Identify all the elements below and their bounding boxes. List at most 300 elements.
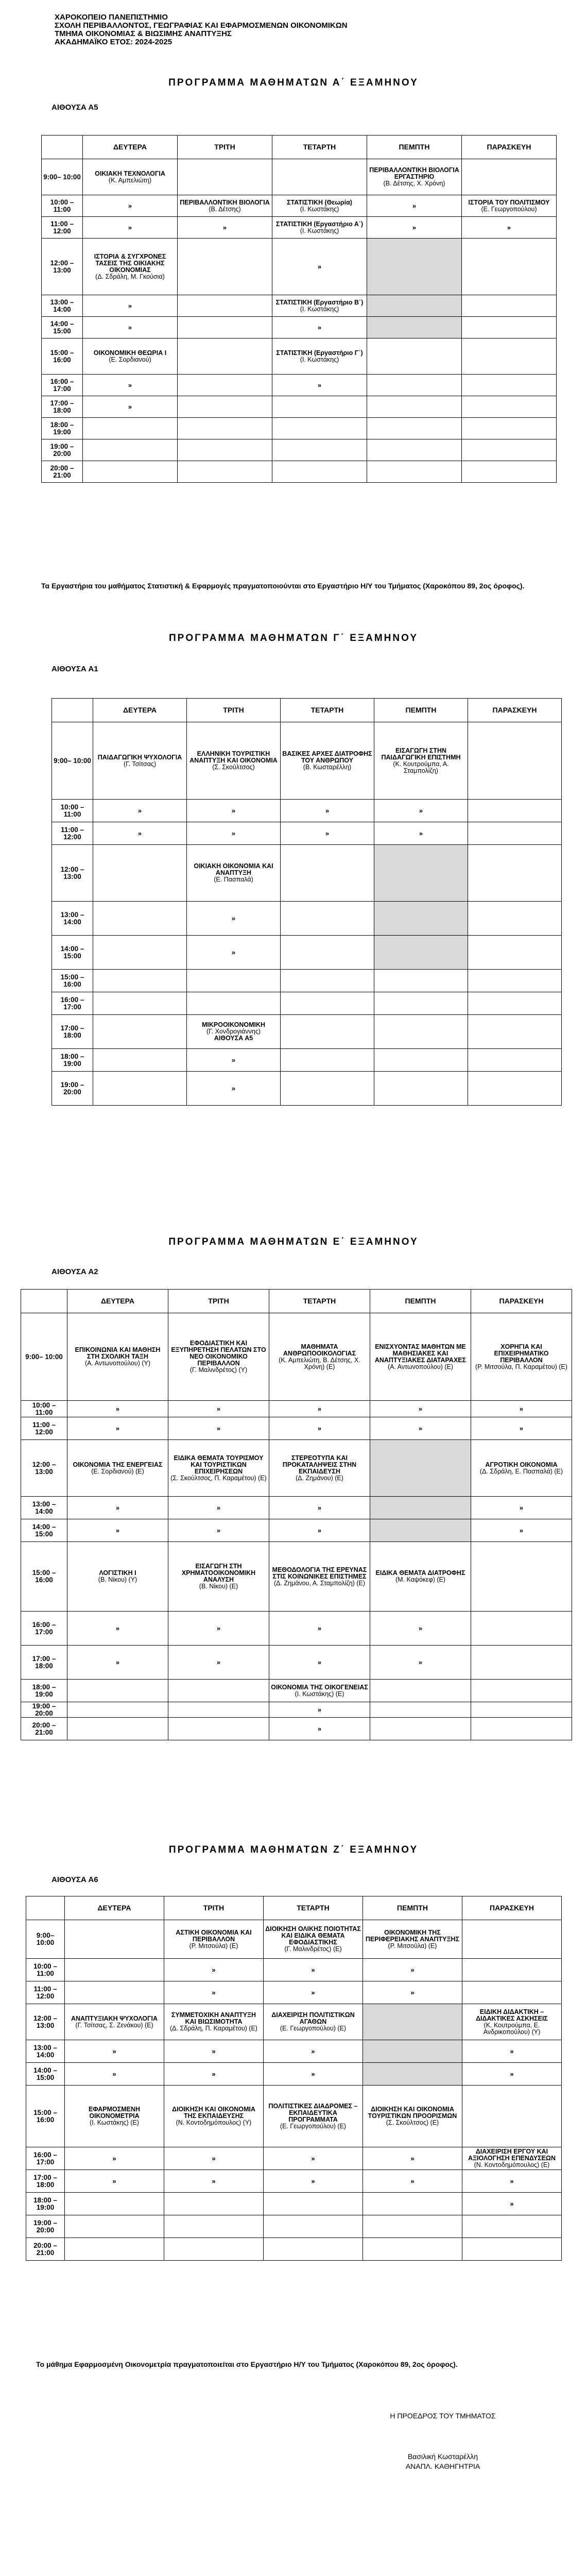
course-cell — [272, 439, 367, 461]
instructor-name: (Ε. Σορδιανού) (Ε) — [91, 1467, 144, 1475]
time-slot: 17:00 – 18:00 — [42, 396, 83, 418]
course-cell — [471, 1646, 572, 1680]
course-cell — [264, 1959, 363, 1981]
course-cell — [468, 992, 562, 1015]
time-slot: 11:00 – 12:00 — [21, 1417, 67, 1440]
course-cell — [168, 1702, 269, 1718]
course-cell — [367, 295, 462, 317]
course-cell — [168, 1497, 269, 1519]
course-name: ΕΙΔΙΚΑ ΘΕΜΑΤΑ ΤΟΥΡΙΣΜΟΥ ΚΑΙ ΤΟΥΡΙΣΤΙΚΩΝ ΕΠΙΧΕΙΡΗΣΕΩΝ — [174, 1454, 264, 1475]
time-slot: 20:00 – 21:00 — [42, 461, 83, 483]
academic-year: ΑΚΑΔΗΜΑΪΚΟ ΕΤΟΣ: 2024-2025 — [55, 38, 172, 46]
course-cell — [367, 375, 462, 396]
instructor-name: (Ε. Γεωργοπούλου) (Ε) — [280, 2025, 347, 2032]
course-cell — [367, 195, 462, 217]
course-cell — [187, 970, 281, 992]
course-name: ΟΙΚΟΝΟΜΙΚΗ ΤΗΣ ΠΕΡΙΦΕΡΕΙΑΚΗΣ ΑΝΑΠΤΥΞΗΣ — [365, 1928, 460, 1943]
course-cell — [164, 2215, 264, 2238]
ditto-mark: » — [212, 1965, 216, 1974]
course-cell — [370, 1440, 471, 1497]
ditto-mark: » — [115, 1424, 120, 1432]
ditto-mark: » — [222, 223, 227, 231]
course-cell — [67, 1313, 168, 1401]
course-cell — [468, 970, 562, 992]
course-cell — [93, 822, 187, 845]
table-row — [52, 936, 562, 970]
time-slot: 20:00 – 21:00 — [21, 1718, 67, 1740]
time-slot: 17:00 – 18:00 — [21, 1646, 67, 1680]
course-name: ΙΣΤΟΡΙΑ & ΣΥΓΧΡΟΝΕΣ ΤΑΣΕΙΣ ΤΗΣ ΟΙΚΙΑΚΗΣ ΟΙΚΟΝΟΜΙΑΣ — [94, 252, 166, 274]
course-cell — [367, 239, 462, 295]
course-cell — [462, 418, 557, 439]
course-cell — [374, 970, 468, 992]
day-header: ΠΕΜΠΤΗ — [363, 1896, 462, 1920]
course-cell — [269, 1497, 370, 1519]
course-cell — [367, 317, 462, 338]
instructor-name: (Μ. Καψόκεφ) (Ε) — [395, 1576, 446, 1583]
course-cell — [281, 1015, 374, 1049]
course-cell — [93, 1049, 187, 1072]
ditto-mark: » — [212, 1988, 216, 1996]
table-row — [21, 1542, 572, 1612]
day-header: ΤΡΙΤΗ — [164, 1896, 264, 1920]
course-cell — [272, 195, 367, 217]
course-cell — [363, 2040, 462, 2063]
course-cell — [281, 902, 374, 936]
course-cell — [374, 822, 468, 845]
course-cell — [83, 295, 178, 317]
course-cell — [471, 1519, 572, 1542]
instructor-name: (Σ. Σκούλτσος) — [212, 764, 255, 771]
course-cell — [471, 1718, 572, 1740]
table-row — [26, 2238, 562, 2261]
ditto-mark: » — [216, 1503, 221, 1512]
course-cell — [462, 239, 557, 295]
ditto-mark: » — [128, 323, 132, 331]
course-name: ΕΙΔΙΚΑ ΘΕΜΑΤΑ ΔΙΑΤΡΟΦΗΣ — [375, 1569, 465, 1577]
course-cell — [83, 439, 178, 461]
table-row — [26, 2004, 562, 2040]
course-name: ΠΕΡΙΒΑΛΛΟΝΤΙΚΗ ΒΙΟΛΟΓΙΑ ΕΡΓΑΣΤΗΡΙΟ — [369, 166, 459, 180]
instructor-name: (Γ. Τσίτσας) — [123, 760, 157, 768]
course-cell — [187, 845, 281, 902]
table-row — [42, 295, 557, 317]
ditto-mark: » — [311, 1965, 315, 1974]
instructor-name: (Ν. Κοντοδημόπουλος) (Ε) — [474, 2161, 550, 2168]
table-row — [52, 1072, 562, 1106]
instructor-name: (Β. Νίκου) (Ε) — [199, 1583, 238, 1590]
course-cell — [67, 1497, 168, 1519]
time-slot: 9:00– 10:00 — [26, 1920, 65, 1959]
ditto-mark: » — [216, 1658, 221, 1666]
table-row — [26, 2147, 562, 2170]
course-cell — [363, 1981, 462, 2004]
instructor-name: (Γ. Μαλινδρέτος) (Υ) — [189, 1366, 248, 1374]
ditto-mark: » — [212, 2154, 216, 2162]
instructor-name: (Ι. Κωστάκης) — [300, 355, 339, 363]
corner-cell — [52, 699, 93, 722]
course-cell — [65, 2040, 164, 2063]
course-cell — [462, 2063, 562, 2086]
ditto-mark: » — [115, 1526, 120, 1534]
table-row — [52, 1015, 562, 1049]
course-cell — [178, 396, 272, 418]
time-slot: 10:00 – 11:00 — [52, 800, 93, 822]
table-row — [52, 992, 562, 1015]
time-slot: 19:00 – 20:00 — [52, 1072, 93, 1106]
semester-z-timetable — [26, 1896, 562, 2261]
table-row — [21, 1646, 572, 1680]
table-row — [26, 2086, 562, 2147]
semester-z-room: ΑΙΘΟΥΣΑ Α6 — [51, 1875, 98, 1884]
course-cell — [462, 439, 557, 461]
course-cell — [363, 1959, 462, 1981]
instructor-name: (Γ. Τσίτσας, Σ. Ζενάκου) (Ε) — [75, 2021, 153, 2029]
course-cell — [370, 1417, 471, 1440]
instructor-name: (Ι. Κωστάκης) — [300, 205, 339, 213]
course-name: ΠΟΛΙΤΙΣΤΙΚΕΣ ΔΙΑΔΡΟΜΕΣ – ΕΚΠΑΙΔΕΥΤΙΚΑ ΠΡΟΓΡΑΜΜΑΤΑ — [268, 2102, 358, 2123]
course-cell — [269, 1519, 370, 1542]
ditto-mark: » — [410, 2177, 415, 2185]
course-cell — [164, 2086, 264, 2147]
semester-c-title: ΠΡΟΓΡΑΜΜΑ ΜΑΘΗΜΑΤΩΝ Γ΄ ΕΞΑΜΗΝΟΥ — [168, 633, 419, 643]
time-slot: 9:00– 10:00 — [21, 1313, 67, 1401]
course-cell — [264, 2170, 363, 2193]
ditto-mark: » — [231, 829, 236, 837]
course-cell — [462, 396, 557, 418]
course-cell — [471, 1313, 572, 1401]
course-cell — [272, 295, 367, 317]
course-cell — [367, 217, 462, 239]
course-cell — [168, 1417, 269, 1440]
course-cell — [264, 2215, 363, 2238]
time-slot: 10:00 – 11:00 — [42, 195, 83, 217]
course-cell — [462, 2004, 562, 2040]
course-cell — [462, 2238, 562, 2261]
ditto-mark: » — [410, 1988, 415, 1996]
course-cell — [281, 970, 374, 992]
time-slot: 17:00 – 18:00 — [52, 1015, 93, 1049]
course-cell — [272, 461, 367, 483]
course-cell — [462, 2193, 562, 2215]
ditto-mark: » — [216, 1404, 221, 1413]
course-cell — [65, 1981, 164, 2004]
course-cell — [93, 902, 187, 936]
ditto-mark: » — [519, 1404, 524, 1413]
course-cell — [471, 1542, 572, 1612]
course-cell — [281, 936, 374, 970]
course-cell — [168, 1313, 269, 1401]
course-name: ΟΙΚΟΝΟΜΙΑ ΤΗΣ ΟΙΚΟΓΕΝΕΙΑΣ — [271, 1683, 368, 1691]
course-cell — [93, 936, 187, 970]
semester-a-room: ΑΙΘΟΥΣΑ Α5 — [51, 103, 98, 112]
time-slot: 9:00– 10:00 — [42, 159, 83, 195]
time-slot: 16:00 – 17:00 — [21, 1612, 67, 1646]
ditto-mark: » — [216, 1526, 221, 1534]
course-cell — [370, 1519, 471, 1542]
instructor-name: (Α. Αντωνοπούλου) (Ε) — [387, 1363, 454, 1370]
table-row — [52, 1049, 562, 1072]
table-row — [42, 461, 557, 483]
table-row — [52, 845, 562, 902]
ditto-mark: » — [418, 1424, 423, 1432]
course-cell — [168, 1718, 269, 1740]
course-cell — [67, 1702, 168, 1718]
day-header: ΠΑΡΑΣΚΕΥΗ — [471, 1290, 572, 1313]
instructor-name: (Ι. Κωστάκης) (Ε) — [295, 1690, 344, 1698]
instructor-name: (Κ. Αμπελιώτη) — [108, 176, 152, 184]
course-cell — [264, 2086, 363, 2147]
ditto-mark: » — [325, 806, 330, 815]
ditto-mark: » — [231, 1056, 236, 1064]
instructor-name: (Δ. Ζημάνου) (Ε) — [296, 1474, 343, 1482]
course-name: ΔΙΟΙΚΗΣΗ ΟΛΙΚΗΣ ΠΟΙΟΤΗΤΑΣ ΚΑΙ ΕΙΔΙΚΑ ΘΕΜΑΤΑ ΕΦΟΔΙΑΣΤΙΚΗΣ — [265, 1925, 361, 1946]
instructor-name: (Β. Δέτσης, Χ. Χρόνη) — [383, 180, 445, 187]
course-cell — [370, 1313, 471, 1401]
ditto-mark: » — [519, 1526, 524, 1534]
semester-z-note: Το μάθημα Εφαρμοσμένη Οικονομετρία πραγματοποιείται στο Εργαστήριο Η/Υ του Τμήματος (Χαροκόπου 89, 2ος όροφος). — [36, 2360, 458, 2368]
course-cell — [164, 1920, 264, 1959]
course-name: ΕΝΙΣΧΥΟΝΤΑΣ ΜΑΘΗΤΩΝ ΜΕ ΜΑΘΗΣΙΑΚΕΣ ΚΑΙ ΑΝΑΠΤΥΞΙΑΚΕΣ ΔΙΑΤΑΡΑΧΕΣ — [374, 1343, 467, 1364]
signature-role: Η ΠΡΟΕΔΡΟΣ ΤΟΥ ΤΜΗΜΑΤΟΣ — [390, 2412, 496, 2420]
course-cell — [264, 2040, 363, 2063]
instructor-name: (Γ. Χονδρογιάννης) — [206, 1028, 261, 1035]
course-name: ΕΦΟΔΙΑΣΤΙΚΗ ΚΑΙ ΕΞΥΠΗΡΕΤΗΣΗ ΠΕΛΑΤΩΝ ΣΤΟ ΝΕΟ ΟΙΚΟΝΟΜΙΚΟ ΠΕΡΙΒΑΛΛΟΝ — [171, 1340, 266, 1367]
course-cell — [462, 217, 557, 239]
ditto-mark: » — [128, 201, 132, 210]
course-cell — [178, 159, 272, 195]
course-cell — [462, 2086, 562, 2147]
ditto-mark: » — [317, 1424, 322, 1432]
semester-e-room: ΑΙΘΟΥΣΑ Α2 — [51, 1267, 98, 1276]
course-cell — [83, 338, 178, 375]
table-row — [26, 2193, 562, 2215]
instructor-name: (Δ. Ζημάνου, Α. Σταμπολίζη) (Ε) — [273, 1579, 366, 1587]
course-name: ΟΙΚΙΑΚΗ ΤΕΧΝΟΛΟΓΙΑ — [95, 170, 165, 177]
instructor-name: (Ι. Κωστάκης) — [300, 305, 339, 313]
time-slot: 13:00 – 14:00 — [21, 1497, 67, 1519]
course-cell — [471, 1440, 572, 1497]
course-name: ΣΤΑΤΙΣΤΙΚΗ (Εργαστήριο Β΄) — [275, 298, 364, 306]
course-cell — [83, 239, 178, 295]
course-cell — [93, 970, 187, 992]
semester-a-title: ΠΡΟΓΡΑΜΜΑ ΜΑΘΗΜΑΤΩΝ Α΄ ΕΞΑΜΗΝΟΥ — [168, 77, 419, 88]
course-name: ΒΑΣΙΚΕΣ ΑΡΧΕΣ ΔΙΑΤΡΟΦΗΣ ΤΟΥ ΑΝΘΡΩΠΟΥ — [282, 750, 372, 764]
ditto-mark: » — [216, 1624, 221, 1632]
course-cell — [164, 2004, 264, 2040]
course-cell — [269, 1718, 370, 1740]
course-cell — [462, 2215, 562, 2238]
course-cell — [272, 396, 367, 418]
ditto-mark: » — [311, 2154, 315, 2162]
course-cell — [264, 2004, 363, 2040]
course-cell — [164, 2063, 264, 2086]
ditto-mark: » — [311, 2070, 315, 2078]
day-header: ΠΕΜΠΤΗ — [370, 1290, 471, 1313]
ditto-mark: » — [317, 1705, 322, 1714]
page-header — [55, 13, 348, 46]
course-cell — [462, 375, 557, 396]
course-cell — [264, 2238, 363, 2261]
ditto-mark: » — [128, 301, 132, 310]
course-cell — [164, 1981, 264, 2004]
time-slot: 18:00 – 19:00 — [42, 418, 83, 439]
course-cell — [468, 902, 562, 936]
signature-block — [371, 2411, 515, 2471]
course-name: ΑΓΡΟΤΙΚΗ ΟΙΚΟΝΟΜΙΑ — [485, 1461, 558, 1468]
course-cell — [178, 418, 272, 439]
table-row — [21, 1612, 572, 1646]
course-name: ΟΙΚΟΝΟΜΙΚΗ ΘΕΩΡΙΑ Ι — [93, 349, 167, 357]
ditto-mark: » — [311, 1988, 315, 1996]
course-room: ΑΙΘΟΥΣΑ Α5 — [214, 1035, 253, 1042]
course-cell — [367, 461, 462, 483]
course-cell — [178, 195, 272, 217]
semester-a-timetable — [41, 135, 557, 483]
course-cell — [187, 722, 281, 800]
table-row — [52, 722, 562, 800]
table-row — [26, 2215, 562, 2238]
course-cell — [462, 295, 557, 317]
time-slot: 11:00 – 12:00 — [42, 217, 83, 239]
course-cell — [67, 1680, 168, 1702]
course-cell — [168, 1401, 269, 1417]
course-cell — [187, 800, 281, 822]
course-cell — [462, 317, 557, 338]
course-cell — [187, 992, 281, 1015]
table-row — [42, 195, 557, 217]
course-cell — [374, 800, 468, 822]
table-row — [42, 439, 557, 461]
course-cell — [272, 239, 367, 295]
ditto-mark: » — [507, 223, 511, 231]
course-cell — [264, 2193, 363, 2215]
course-cell — [67, 1646, 168, 1680]
course-cell — [281, 822, 374, 845]
course-cell — [468, 822, 562, 845]
course-cell — [65, 1959, 164, 1981]
course-cell — [269, 1401, 370, 1417]
instructor-name: (Ρ. Μιτσούλα) (Ε) — [189, 1942, 238, 1950]
course-cell — [370, 1702, 471, 1718]
course-cell — [462, 461, 557, 483]
course-cell — [281, 992, 374, 1015]
ditto-mark: » — [317, 262, 322, 270]
time-slot: 13:00 – 14:00 — [42, 295, 83, 317]
table-row — [52, 822, 562, 845]
course-name: ΙΣΤΟΡΙΑ ΤΟΥ ΠΟΛΙΤΙΣΜΟΥ — [468, 198, 550, 206]
table-row — [21, 1680, 572, 1702]
instructor-name: (Σ. Σκούλτσος) (Ε) — [386, 2119, 439, 2126]
ditto-mark: » — [115, 1624, 120, 1632]
course-cell — [178, 217, 272, 239]
ditto-mark: » — [212, 2177, 216, 2185]
instructor-name: (Ρ. Μιτσούλα) (Ε) — [388, 1942, 437, 1950]
instructor-name: (Ε. Σορδιανού) — [109, 355, 151, 363]
day-header: ΠΕΜΠΤΗ — [374, 699, 468, 722]
ditto-mark: » — [231, 1084, 236, 1092]
course-cell — [468, 1072, 562, 1106]
table-row — [52, 970, 562, 992]
course-cell — [468, 800, 562, 822]
day-header: ΤΕΤΑΡΤΗ — [264, 1896, 363, 1920]
school-name: ΣΧΟΛΗ ΠΕΡΙΒΑΛΛΟΝΤΟΣ, ΓΕΩΓΡΑΦΙΑΣ ΚΑΙ ΕΦΑΡΜΟΣΜΕΝΩΝ ΟΙΚΟΝΟΜΙΚΩΝ — [55, 21, 348, 30]
day-header: ΔΕΥΤΕΡΑ — [65, 1896, 164, 1920]
table-row — [42, 338, 557, 375]
course-cell — [281, 722, 374, 800]
course-cell — [281, 1072, 374, 1106]
ditto-mark: » — [412, 223, 417, 231]
course-cell — [67, 1401, 168, 1417]
course-cell — [65, 2004, 164, 2040]
course-cell — [363, 2086, 462, 2147]
time-slot: 11:00 – 12:00 — [52, 822, 93, 845]
instructor-name: (Ε. Γεωργοπούλου) (Ε) — [280, 2122, 347, 2130]
course-cell — [374, 845, 468, 902]
course-cell — [370, 1612, 471, 1646]
course-cell — [269, 1612, 370, 1646]
course-cell — [83, 461, 178, 483]
course-cell — [168, 1542, 269, 1612]
time-slot: 20:00 – 21:00 — [26, 2238, 65, 2261]
time-slot: 13:00 – 14:00 — [52, 902, 93, 936]
course-name: ΛΟΓΙΣΤΙΚΗ Ι — [99, 1569, 136, 1577]
ditto-mark: » — [410, 2154, 415, 2162]
course-cell — [164, 2040, 264, 2063]
course-cell — [65, 2238, 164, 2261]
table-row — [21, 1401, 572, 1417]
course-cell — [83, 396, 178, 418]
course-cell — [468, 845, 562, 902]
course-name: ΑΝΑΠΤΥΞΙΑΚΗ ΨΥΧΟΛΟΓΙΑ — [71, 2014, 158, 2022]
course-cell — [272, 338, 367, 375]
ditto-mark: » — [212, 2047, 216, 2055]
semester-e-title: ΠΡΟΓΡΑΜΜΑ ΜΑΘΗΜΑΤΩΝ Ε΄ ΕΞΑΜΗΝΟΥ — [168, 1236, 419, 1247]
table-row — [21, 1718, 572, 1740]
ditto-mark: » — [418, 1624, 423, 1632]
time-slot: 12:00 – 13:00 — [26, 2004, 65, 2040]
course-cell — [471, 1417, 572, 1440]
course-cell — [187, 1072, 281, 1106]
instructor-name: (Ρ. Μιτσούλα, Π. Καραμέτου) (Ε) — [475, 1363, 567, 1370]
corner-cell — [42, 135, 83, 159]
semester-z-title: ΠΡΟΓΡΑΜΜΑ ΜΑΘΗΜΑΤΩΝ Ζ΄ ΕΞΑΜΗΝΟΥ — [168, 1844, 419, 1855]
course-name: ΔΙΑΧΕΙΡΙΣΗ ΠΟΛΙΤΙΣΤΙΚΩΝ ΑΓΑΘΩΝ — [271, 2011, 355, 2025]
course-cell — [67, 1440, 168, 1497]
course-cell — [370, 1542, 471, 1612]
course-cell — [164, 2170, 264, 2193]
time-slot: 15:00 – 16:00 — [26, 2086, 65, 2147]
ditto-mark: » — [311, 2047, 315, 2055]
course-cell — [67, 1542, 168, 1612]
course-cell — [370, 1718, 471, 1740]
table-row — [42, 239, 557, 295]
course-cell — [367, 159, 462, 195]
table-row — [52, 902, 562, 936]
course-cell — [462, 338, 557, 375]
course-cell — [168, 1519, 269, 1542]
course-cell — [367, 396, 462, 418]
course-cell — [471, 1680, 572, 1702]
course-name: ΣΤΑΤΙΣΤΙΚΗ (Θεωρία) — [287, 198, 352, 206]
course-name: ΣΤΑΤΙΣΤΙΚΗ (Εργαστήριο Γ΄) — [276, 349, 363, 357]
course-name: ΕΙΣΑΓΩΓΗ ΣΤΗΝ ΠΑΙΔΑΓΩΓΙΚΗ ΕΠΙΣΤΗΜΗ — [381, 747, 461, 761]
course-cell — [65, 2063, 164, 2086]
day-header: ΠΑΡΑΣΚΕΥΗ — [462, 135, 557, 159]
instructor-name: (Κ. Αμπελιώτη, Β. Δέτσης, Χ. Χρόνη) (Ε) — [279, 1356, 360, 1370]
ditto-mark: » — [317, 1404, 322, 1413]
time-slot: 15:00 – 16:00 — [21, 1542, 67, 1612]
